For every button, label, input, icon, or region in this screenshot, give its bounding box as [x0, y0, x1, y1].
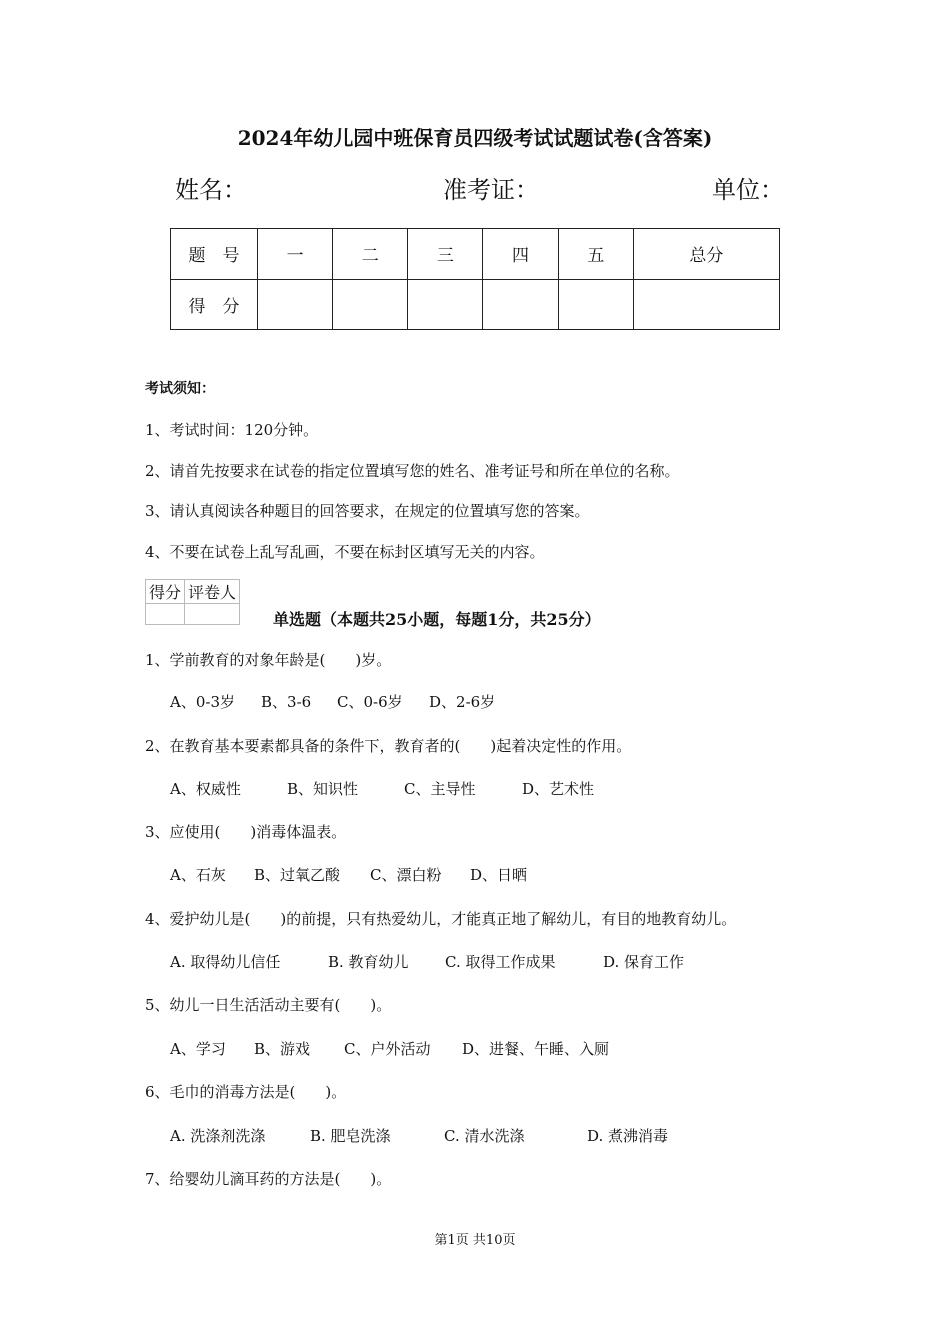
- score-table: [170, 228, 780, 330]
- option[interactable]: A、0-3岁: [170, 693, 235, 711]
- option[interactable]: C、主导性: [404, 780, 476, 798]
- option[interactable]: C、0-6岁: [337, 693, 403, 711]
- option[interactable]: B、3-6: [261, 693, 312, 711]
- notes-title: 考试须知：: [145, 381, 215, 397]
- option[interactable]: A. 取得幼儿信任: [170, 953, 281, 971]
- question-options: [170, 1125, 668, 1146]
- score-table-cell: 二: [333, 229, 408, 280]
- question-options: [170, 691, 495, 712]
- question-text: 2、在教育基本要素都具备的条件下，教育者的( )起着决定性的作用。: [145, 737, 632, 755]
- score-table-cell: 一: [258, 229, 333, 280]
- grader-score-cell[interactable]: [146, 604, 185, 625]
- question-text: 3、应使用( )消毒体温表。: [145, 823, 347, 841]
- option[interactable]: A、学习: [170, 1040, 226, 1058]
- option[interactable]: A、石灰: [170, 866, 226, 884]
- option[interactable]: C、户外活动: [344, 1040, 431, 1058]
- score-input-cell[interactable]: [408, 279, 483, 330]
- note-item: 1、考试时间：120分钟。: [145, 421, 319, 439]
- page-footer: 第1页 共10页: [434, 1233, 516, 1248]
- question-text: 6、毛巾的消毒方法是( )。: [145, 1083, 347, 1101]
- option[interactable]: A. 洗涤剂洗涤: [170, 1127, 266, 1145]
- question-options: [170, 1038, 609, 1059]
- score-table-cell: 三: [408, 229, 483, 280]
- option[interactable]: D、进餐、午睡、入厕: [462, 1040, 610, 1058]
- grader-reviewer-cell[interactable]: [185, 604, 240, 625]
- question-text: 1、学前教育的对象年龄是( )岁。: [145, 651, 392, 669]
- option[interactable]: B. 教育幼儿: [328, 953, 409, 971]
- question-text: 7、给婴幼儿滴耳药的方法是( )。: [145, 1170, 392, 1188]
- option[interactable]: D、日晒: [470, 866, 528, 884]
- note-item: 2、请首先按要求在试卷的指定位置填写您的姓名、准考证号和所在单位的名称。: [145, 462, 680, 480]
- question-text: 4、爱护幼儿是( )的前提，只有热爱幼儿，才能真正地了解幼儿，有目的地教育幼儿。: [145, 910, 737, 928]
- question-options: [170, 778, 594, 799]
- unit-label: 单位：: [712, 176, 784, 204]
- option[interactable]: A、权威性: [170, 780, 241, 798]
- option[interactable]: D. 保育工作: [603, 953, 685, 971]
- score-input-cell[interactable]: [333, 279, 408, 330]
- option[interactable]: D. 煮沸消毒: [587, 1127, 669, 1145]
- score-table-header-row: [171, 229, 780, 280]
- exam-id-label: 准考证：: [443, 176, 539, 204]
- note-item: 4、不要在试卷上乱写乱画，不要在标封区填写无关的内容。: [145, 543, 545, 561]
- option[interactable]: D、艺术性: [522, 780, 595, 798]
- score-row-label: 得 分: [171, 279, 258, 330]
- score-table-cell: 总分: [633, 229, 779, 280]
- option[interactable]: B、过氧乙酸: [254, 866, 341, 884]
- page-title: 2024年幼儿园中班保育员四级考试试题试卷(含答案): [237, 126, 713, 150]
- section-title: 单选题（本题共25小题，每题1分，共25分）: [273, 610, 601, 629]
- score-table-cell: 四: [483, 229, 558, 280]
- option[interactable]: D、2-6岁: [429, 693, 496, 711]
- score-input-cell[interactable]: [483, 279, 558, 330]
- score-input-cell[interactable]: [633, 279, 779, 330]
- option[interactable]: B、游戏: [254, 1040, 311, 1058]
- score-input-cell[interactable]: [558, 279, 633, 330]
- question-options: [170, 951, 684, 972]
- score-table-score-row: [171, 279, 780, 330]
- score-input-cell[interactable]: [258, 279, 333, 330]
- grader-score-label: 得分: [146, 580, 185, 604]
- option[interactable]: C. 清水洗涤: [444, 1127, 525, 1145]
- option[interactable]: B. 肥皂洗涤: [310, 1127, 391, 1145]
- name-label: 姓名：: [175, 176, 247, 204]
- score-table-cell: 题 号: [171, 229, 258, 280]
- grader-box: [145, 579, 240, 625]
- note-item: 3、请认真阅读各种题目的回答要求，在规定的位置填写您的答案。: [145, 502, 590, 520]
- question-text: 5、幼儿一日生活活动主要有( )。: [145, 996, 392, 1014]
- score-table-cell: 五: [558, 229, 633, 280]
- option[interactable]: C、漂白粉: [370, 866, 442, 884]
- option[interactable]: C. 取得工作成果: [445, 953, 556, 971]
- question-options: [170, 864, 527, 885]
- grader-reviewer-label: 评卷人: [185, 580, 240, 604]
- option[interactable]: B、知识性: [287, 780, 359, 798]
